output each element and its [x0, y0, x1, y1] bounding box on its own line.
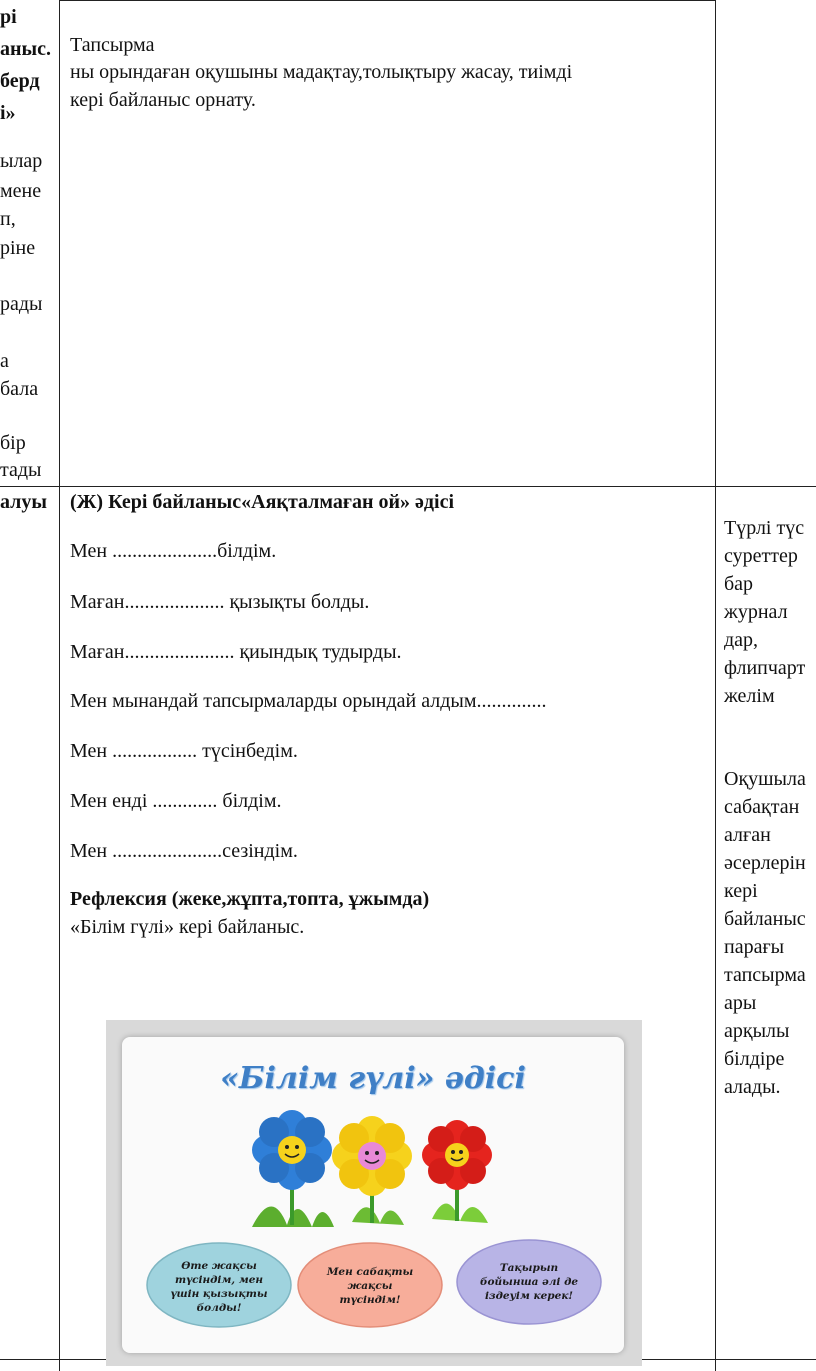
- red-flower-icon: [422, 1120, 492, 1221]
- resource-line: бар: [724, 573, 754, 595]
- cloud-right-line: іздеуім керек!: [484, 1290, 574, 1302]
- left-fragment: бала: [0, 378, 39, 400]
- left-fragment: ылар: [0, 150, 43, 172]
- row2-left-fragment: алуы: [0, 491, 48, 513]
- unfinished-sentence: Мен ................. түсінбедім.: [70, 740, 298, 762]
- assessment-line: білдіре: [724, 1048, 785, 1070]
- assessment-line: сабақтан: [724, 796, 800, 818]
- table-border-mid-col: [715, 0, 716, 1371]
- left-fragment: мене: [0, 180, 42, 202]
- bilim-guli-illustration: [106, 1020, 642, 1366]
- resource-line: Түрлі түс: [724, 517, 805, 539]
- table-row-divider: [0, 486, 816, 487]
- unfinished-sentence: Мен мынандай тапсырмаларды орындай алдым..............: [70, 690, 547, 712]
- cloud-right: [457, 1240, 601, 1324]
- flowers-and-clouds: [122, 1037, 624, 1353]
- resource-line: суреттер: [724, 545, 798, 567]
- left-fragment: тады: [0, 459, 42, 481]
- feedback-heading: (Ж) Кері байланыс«Аяқталмаған ой» әдісі: [70, 491, 455, 513]
- left-fragment: аныс.: [0, 38, 52, 60]
- left-fragment: рі: [0, 6, 17, 28]
- left-fragment: і»: [0, 102, 16, 124]
- resource-line: дар,: [724, 629, 759, 651]
- assessment-line: арқылы: [724, 1020, 790, 1042]
- resource-line: желім: [724, 685, 775, 707]
- left-fragment: берд: [0, 70, 40, 92]
- assessment-line: байланыс: [724, 908, 806, 930]
- cloud-left-line: үшін қызықты: [170, 1288, 268, 1300]
- task-label: Тапсырма: [70, 34, 155, 56]
- assessment-line: әсерлерін: [724, 852, 806, 874]
- assessment-line: алады.: [724, 1076, 781, 1098]
- unfinished-sentence: Маған.................... қызықты болды.: [70, 591, 370, 613]
- reflection-heading: Рефлексия (жеке,жұпта,топта, ұжымда): [70, 888, 430, 910]
- cloud-middle-line: түсіндім!: [339, 1294, 401, 1306]
- illustration-card: [122, 1037, 624, 1353]
- reflection-text: «Білім гүлі» кері байланыс.: [70, 916, 305, 938]
- left-fragment: рады: [0, 293, 43, 315]
- cloud-left: [147, 1243, 291, 1327]
- left-fragment: бір: [0, 432, 26, 454]
- left-fragment: ріне: [0, 237, 36, 259]
- task-line: ны орындаған оқушыны мадақтау,толықтыру жасау, тиімді: [70, 61, 573, 83]
- table-border-top: [59, 0, 716, 1]
- unfinished-sentence: Мен ......................сезіндім.: [70, 840, 298, 862]
- left-fragment: а: [0, 350, 9, 372]
- task-line: кері байланыс орнату.: [70, 89, 256, 111]
- unfinished-sentence: Мен енді ............. білдім.: [70, 790, 282, 812]
- cloud-left-line: болды!: [196, 1302, 242, 1314]
- blue-flower-icon: [252, 1110, 332, 1225]
- assessment-line: алған: [724, 824, 771, 846]
- assessment-line: парағы: [724, 936, 785, 958]
- cloud-middle-line: Мен сабақты: [326, 1266, 414, 1278]
- assessment-line: кері: [724, 880, 758, 902]
- table-border-left-col: [59, 0, 60, 1371]
- assessment-line: тапсырма: [724, 964, 806, 986]
- illustration-title: «Білім гүлі» әдісі: [220, 1061, 526, 1096]
- unfinished-sentence: Маған...................... қиындық тудырды.: [70, 641, 402, 663]
- cloud-middle: [298, 1243, 442, 1327]
- resource-line: флипчарт: [724, 657, 806, 679]
- resource-line: журнал: [724, 601, 788, 623]
- cloud-right-line: бойынша әлі де: [479, 1276, 579, 1288]
- cloud-left-line: Өте жақсы: [181, 1260, 257, 1272]
- cloud-right-line: Тақырып: [499, 1262, 559, 1274]
- assessment-line: Оқушыла: [724, 768, 806, 790]
- yellow-flower-icon: [332, 1116, 412, 1223]
- assessment-line: ары: [724, 992, 757, 1014]
- cloud-left-line: түсіндім, мен: [174, 1274, 264, 1286]
- cloud-middle-line: жақсы: [347, 1280, 393, 1292]
- left-fragment: п,: [0, 208, 16, 230]
- unfinished-sentence: Мен .....................білдім.: [70, 540, 277, 562]
